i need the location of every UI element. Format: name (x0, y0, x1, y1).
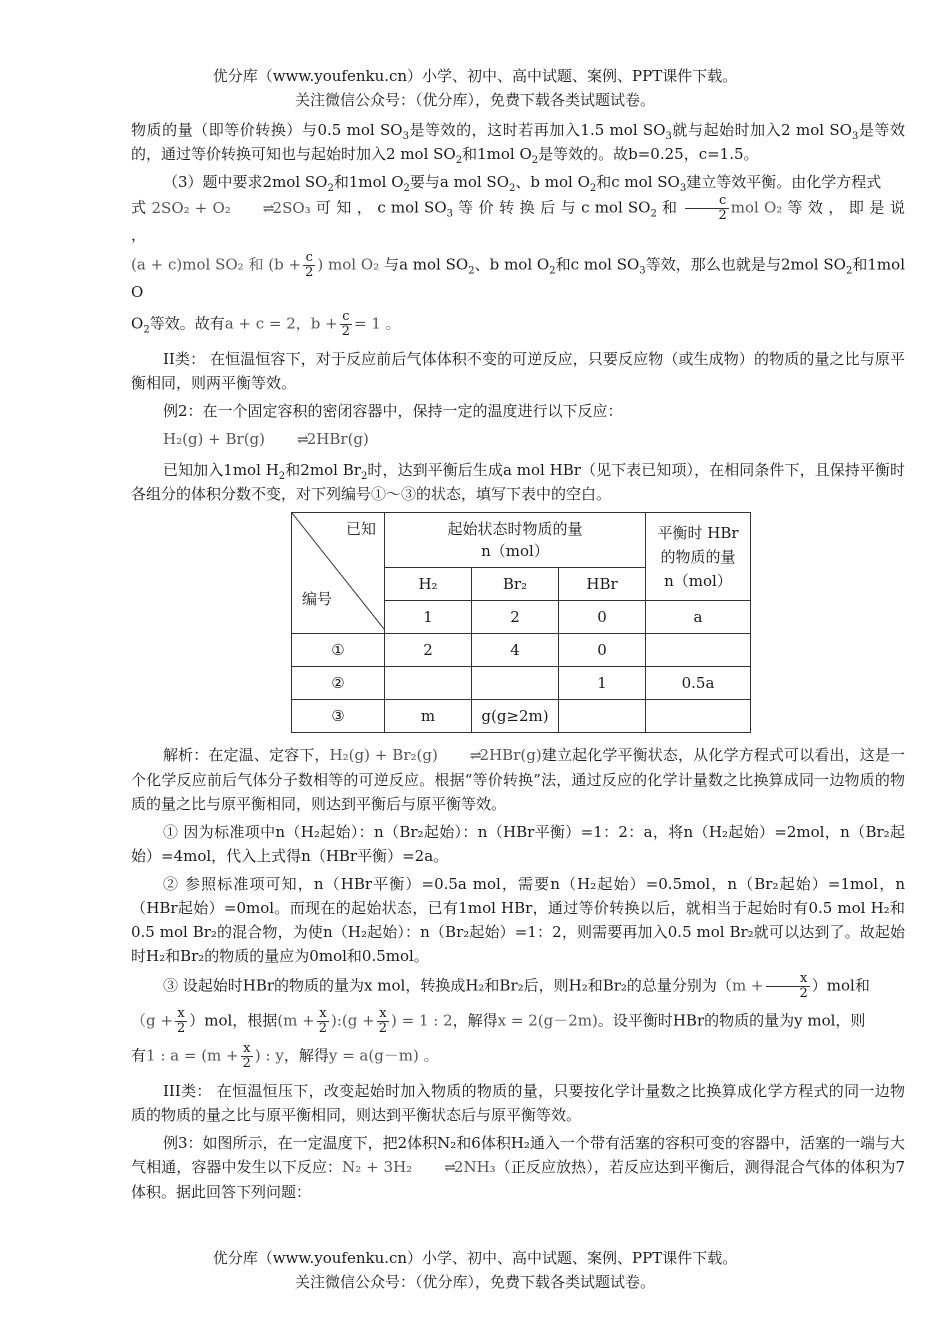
equation-so2: 2SO₂ + O₂ ⇌2SO₃ (152, 199, 311, 217)
table-corner-cell: 已知 编号 (292, 513, 385, 634)
table-eq-header: 平衡时 HBr 的物质的量 n（mol） (646, 513, 751, 601)
reversible-arrow-icon: ⇌ (444, 1160, 454, 1176)
fraction-c-over-2: $\frac{c}{2}$ (685, 194, 729, 223)
document-body (131, 118, 905, 1208)
paragraph-known: 已知加入1mol $H_2$和2mol $Br_2$时，达到平衡后生成a mol HBr（见下表已知项），在相同条件下，且保持平衡时各组分的体积分数不变，对下列编号①～③的状态，填写下表中的空白。 (131, 461, 905, 503)
table-row: ③ m g(g≥2m) (292, 700, 751, 733)
table-col-header: Br₂ (472, 568, 559, 601)
footer-line-1: 优分库（www.youfenku.cn）小学、初中、高中试题、案例、PPT课件下载。 (212, 1249, 738, 1267)
page-footer (0, 1246, 950, 1294)
header-line-2: 关注微信公众号：（优分库），免费下载各类试题试卷。 (294, 91, 655, 109)
table-col-header: HBr (559, 568, 646, 601)
table-row: ② 1 0.5a (292, 667, 751, 700)
paragraph-step-1: ① 因为标准项中n（H₂起始）：n（Br₂起始）：n（HBr平衡）=1：2：a，将n（H₂起始）=2mol，n（Br₂起始）=4mol，代入上式得n（HBr平衡）=2a。 (131, 823, 905, 865)
paragraph-class-ii: II类： 在恒温恒容下，对于反应前后气体体积不变的可逆反应，只要反应物（或生成物）的物质的量之比与原平衡相同，则两平衡等效。 (131, 350, 905, 392)
paragraph-class-iii: III类： 在恒温恒压下，改变起始时加入物质的物质的量，只要按化学计量数之比换算成化学方程式的同一边物质的物质的量之比与原平衡相同，则达到平衡状态后与原平衡等效。 (131, 1082, 905, 1124)
paragraph-example-3: 例3：如图所示，在一定温度下，把2体积N₂和6体积H₂通入一个带有活塞的容积可变的容器中，活塞的一端与大气相通，容器中发生以下反应：N₂ + 3H₂ ⇌2NH₃（正反应放热），若反应达到平衡后，测得混合气体的体积为7体积。据此回答下列问题： (131, 1134, 905, 1201)
reversible-arrow-icon: ⇌ (262, 200, 273, 217)
footer-line-2: 关注微信公众号：（优分库），免费下载各类试题试卷。 (294, 1273, 655, 1291)
paragraph-step-3: ③ 设起始时HBr的物质的量为x mol，转换成H₂和Br₂后，则H₂和Br₂的总量分别为（m + $\frac{x}{2}$ ）mol和 (163, 971, 870, 1001)
paragraph-2c: $O_2$等效。故有a + c = 2，b + $\frac{c}{2}$ = 1 。 (131, 309, 401, 339)
paragraph-step-3c: 有1 : a = (m + $\frac{x}{2}$ ) : y，解得y = a(g－m) 。 (131, 1041, 439, 1071)
reversible-arrow-icon: ⇌ (297, 432, 307, 448)
paragraph-step-2: ② 参照标准项可知，n（HBr平衡）=0.5a mol，需要n（H₂起始）=0.5mol，n（Br₂起始）=1mol，n（HBr起始）=0mol。而现在的起始状态，已有1mol HBr，通过等价转换以后，就相当于起始时有0.5 mol H₂和0.5 mol Br₂的混合物，为使n（H₂起始）：n（Br₂起始）=1：2，则需要再加入0.5 mol Br₂就可以达到了。故起始时H₂和Br₂的物质的量应为0mol和0.5mol。 (131, 875, 905, 965)
paragraph-analysis: 解析：在定温、定容下，H₂(g) + Br₂(g) ⇌2HBr(g)建立起化学平衡状态，从化学方程式可以看出，这是一个化学反应前后气体分子数相等的可逆反应。根据“等价转换”法，通过反应的化学计量数之比换算成同一边物质的物质的量之比与原平衡相同，则达到平衡后与原平衡等效。 (131, 746, 905, 813)
page-header (0, 64, 950, 112)
reversible-arrow-icon: ⇌ (469, 748, 480, 764)
table-group-header: 起始状态时物质的量 n（mol） (385, 513, 646, 568)
equilibrium-table (291, 512, 905, 733)
paragraph-2: （3）题中要求2mol $SO_2$和1mol $O_2$要与a mol $SO_2$、b mol $O_2$和c mol $SO_3$建立等效平衡。由化学方程式 式 2SO₂ + O₂ ⇌2SO₃ 可 知 ， c mol $SO_3$ 等 价 转 换 后 与 c mol $SO_2$ 和 $\frac{c}{2}$ mol O₂ 等 效 ， 即 是 说 ， (131, 173, 905, 244)
equation-h2-br: H₂(g) + Br(g) ⇌2HBr(g) (131, 427, 905, 452)
paragraph-2b: (a + c)mol SO₂ 和 (b + $\frac{c}{2}$ ) mol O₂ 与a mol $SO_2$、b mol $O_2$和c mol $SO_3$等效，那么也就是与2mol $SO_2$和1mol O (131, 250, 905, 301)
paragraph-step-3b: （g + $\frac{x}{2}$ ）mol，根据(m + $\frac{x}{2}$ ):(g + $\frac{x}{2}$ ) = 1 : 2，解得x = 2(g－2m)。设平衡时HBr的物质的量为y mol，则 (131, 1006, 866, 1036)
table-row: 1 2 0 a (292, 601, 751, 634)
paragraph-example-2: 例2：在一个固定容积的密闭容器中，保持一定的温度进行以下反应： (163, 402, 623, 420)
paragraph-1: 物质的量（即等价转换）与0.5 mol $SO_3$是等效的，这时若再加入1.5 mol $SO_3$就与起始时加入2 mol $SO_3$是等效的，通过等价转换可知也与起始时加入2 mol $SO_2$和1mol $O_2$是等效的。故b=0.25，c=1.5。 (131, 121, 905, 166)
header-line-1: 优分库（www.youfenku.cn）小学、初中、高中试题、案例、PPT课件下载。 (212, 67, 738, 85)
table-row: ① 2 4 0 (292, 634, 751, 667)
table-col-header: H₂ (385, 568, 472, 601)
